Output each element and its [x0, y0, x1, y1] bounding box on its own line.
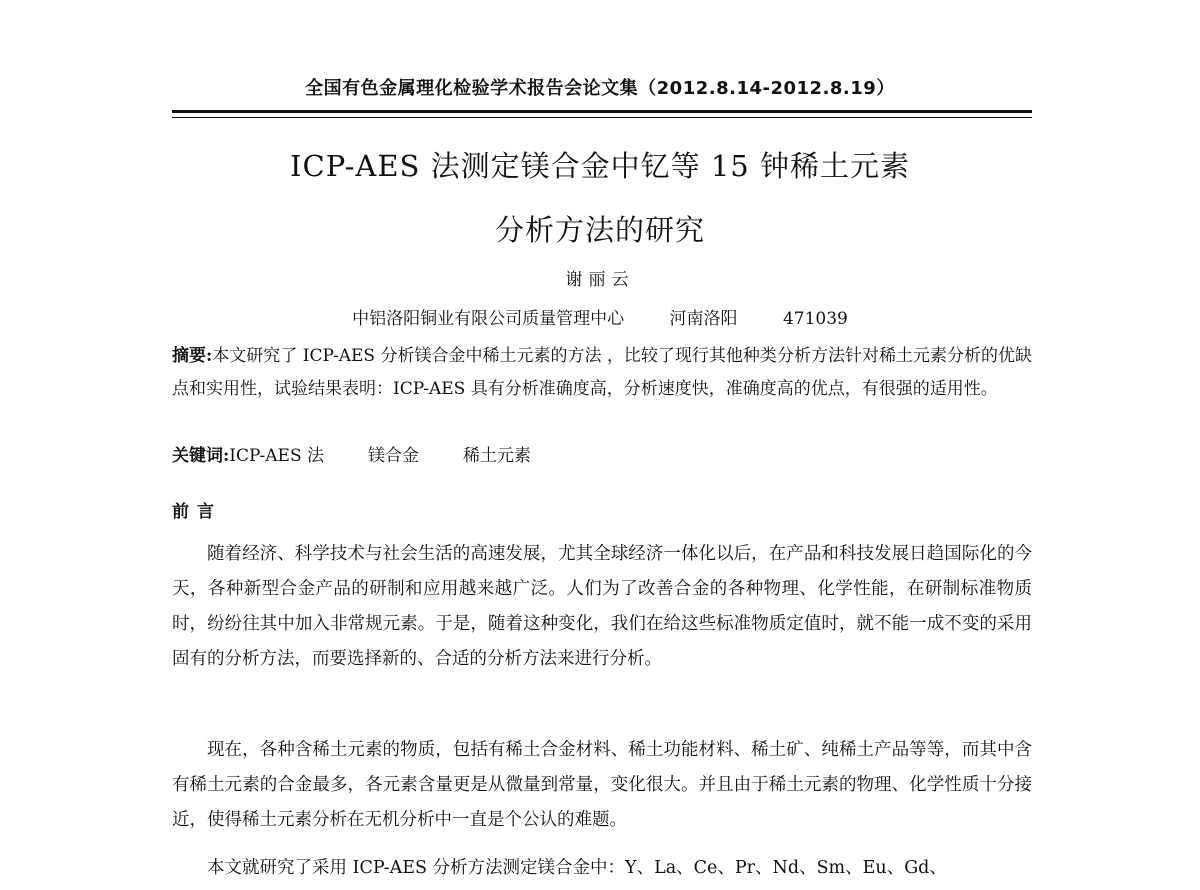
- keywords-label: 关键词:: [172, 446, 230, 466]
- paper-title-line-1: ICP-AES 法测定镁合金中钇等 15 钟稀土元素: [290, 149, 910, 183]
- author-affiliation: [0, 304, 1200, 329]
- affiliation-location: 河南洛阳: [669, 309, 738, 329]
- abstract-text: 本文研究了 ICP-AES 分析镁合金中稀土元素的方法 ，比较了现行其他种类分析方法针对稀土元素分析的优缺点和实用性，试验结果表明：ICP-AES 具有分析准确度高，分析速度快，准确度高的优点，有很强的适用性。: [172, 346, 1032, 399]
- abstract: [172, 340, 1032, 406]
- section-heading: 前言: [172, 502, 222, 522]
- body-paragraph: 本文就研究了采用 ICP-AES 分析方法测定镁合金中：Y、La、Ce、Pr、Nd、Sm、Eu、Gd、: [207, 858, 947, 878]
- body-paragraph: 现在，各种含稀土元素的物质，包括有稀土合金材料、稀土功能材料、稀土矿、纯稀土产品等等，而其中含有稀土元素的合金最多，各元素含量更是从微量到常量，变化很大。并且由于稀土元素的物理、化学性质十分接近，使得稀土元素分析在无机分析中一直是个公认的难题。: [172, 740, 1032, 830]
- body-paragraph: 随着经济、科学技术与社会生活的高速发展，尤其全球经济一体化以后，在产品和科技发展日趋国际化的今天，各种新型合金产品的研制和应用越来越广泛。人们为了改善合金的各种物理、化学性能，在研制标准物质时，纷纷往其中加入非常规元素。于是，随着这种变化，我们在给这些标准物质定值时，就不能一成不变的采用固有的分析方法，而要选择新的、合适的分析方法来进行分析。: [172, 544, 1032, 669]
- author-name: 谢丽云: [565, 270, 635, 290]
- running-header: 全国有色金属理化检验学术报告会论文集（2012.8.14-2012.8.19）: [305, 78, 895, 99]
- header-rule-thick: [172, 110, 1032, 113]
- keyword-item: 镁合金: [368, 446, 419, 466]
- affiliation-organization: 中铝洛阳铜业有限公司质量管理中心: [352, 309, 625, 329]
- paper-title-line-2: 分析方法的研究: [494, 213, 705, 247]
- keyword-item: ICP-AES 法: [229, 446, 324, 466]
- keywords: [172, 440, 1032, 473]
- header-rule-thin: [172, 117, 1032, 118]
- keyword-item: 稀土元素: [463, 446, 531, 466]
- abstract-label: 摘要:: [172, 346, 213, 366]
- affiliation-postcode: 471039: [782, 309, 848, 329]
